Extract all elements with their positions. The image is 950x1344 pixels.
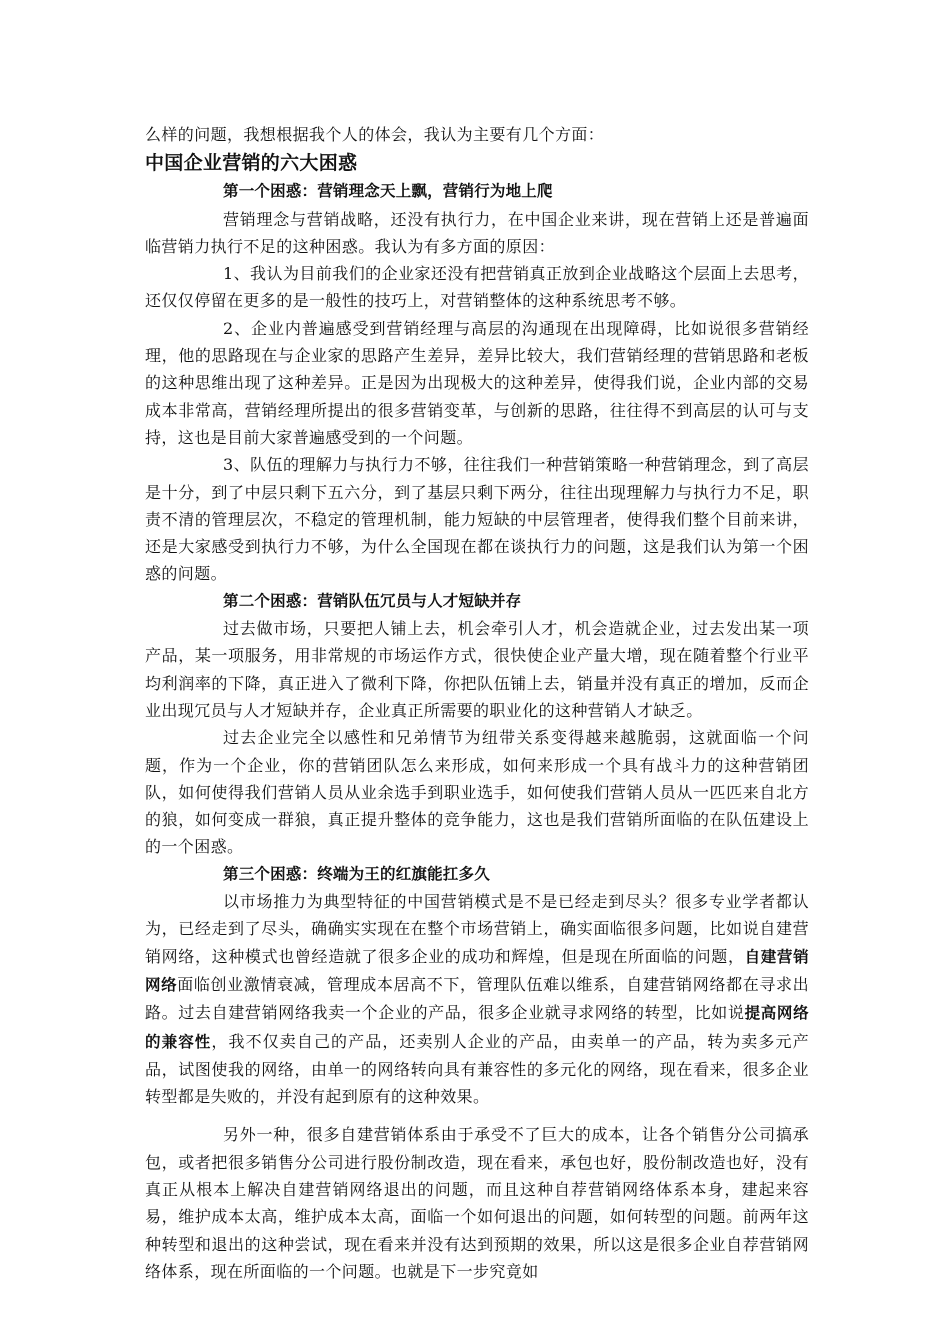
section-3-paragraph-1 [145, 888, 809, 1110]
emphasis-text: 提高网络的兼容性 [145, 1004, 809, 1051]
paragraph-text: 面临创业激情衰减，管理成本居高不下，管理队伍难以维系，自建营销网络都在寻求出路。过去自建营销网络我卖一个企业的产品，很多企业就寻求网络的转型，比如说 [145, 974, 809, 1023]
intro-line: 么样的问题，我想根据我个人的体会，我认为主要有几个方面： [145, 125, 605, 144]
section-1-point-3: 3、队伍的理解力与执行力不够，往往我们一种营销策略一种营销理念，到了高层是十分，到了中层只剩下五六分，到了基层只剩下两分，往往出现理解力与执行力不足，职责不清的管理层次，不稳定的管理机制，能力短缺的中层管理者，使得我们整个目前来讲，还是大家感受到执行力不够，为什么全国现在都在谈执行力的问题，这是我们认为第一个困惑的问题。 [145, 455, 809, 584]
section-1-paragraph: 营销理念与营销战略，还没有执行力，在中国企业来讲，现在营销上还是普遍面临营销力执行不足的这种困惑。我认为有多方面的原因： [145, 209, 809, 256]
paragraph-text: ，我不仅卖自己的产品，还卖别人企业的产品，由卖单一的产品，转为卖多元产品，试图使我的网络，由单一的网络转向具有兼容性的多元化的网络，现在看来，很多企业转型都是失败的，并没有起到原有的这种效果。 [145, 1031, 809, 1107]
section-3-heading: 第三个困惑：终端为王的红旗能扛多久 [223, 864, 490, 883]
section-1-heading: 第一个困惑：营销理念天上飘，营销行为地上爬 [223, 182, 553, 201]
section-1-point-2: 2、企业内普遍感受到营销经理与高层的沟通现在出现障碍，比如说很多营销经理，他的思路现在与企业家的思路产生差异，差异比较大，我们营销经理的营销思路和老板的这种思维出现了这种差异。正是因为出现极大的这种差异，使得我们说，企业内部的交易成本非常高，营销经理所提出的很多营销变革，与创新的思路，往往得不到高层的认可与支持，这也是目前大家普遍感受到的一个问题。 [145, 318, 809, 447]
paragraph-text: 以市场推力为典型特征的中国营销模式是不是已经走到尽头？很多专业学者都认为，已经走到了尽头，确确实实现在在整个市场营销上，确实面临很多问题，比如说自建营销网络，这种模式也曾经造就了很多企业的成功和辉煌，但是现在所面临的问题， [145, 892, 809, 966]
emphasis-text: 自建营销网络 [145, 947, 809, 994]
document-body [145, 121, 809, 1285]
main-title: 中国企业营销的六大困惑 [145, 152, 358, 175]
section-1-point-1: 1、我认为目前我们的企业家还没有把营销真正放到企业战略这个层面上去思考，还仅仅停留在更多的是一般性的技巧上，对营销整体的这种系统思考不够。 [145, 264, 809, 311]
section-3-paragraph-2: 另外一种，很多自建营销体系由于承受不了巨大的成本，让各个销售分公司搞承包，或者把很多销售分公司进行股份制改造，现在看来，承包也好，股份制改造也好，没有真正从根本上解决自建营销网络退出的问题，而且这种自荐营销网络体系本身，建起来容易，维护成本太高，维护成本太高，面临一个如何退出的问题，如何转型的问题。前两年这种转型和退出的这种尝试，现在看来并没有达到预期的效果，所以这是很多企业自荐营销网络体系，现在所面临的一个问题。也就是下一步究竟如 [145, 1125, 809, 1281]
section-2-paragraph-1: 过去做市场，只要把人铺上去，机会牵引人才，机会造就企业，过去发出某一项产品，某一项服务，用非常规的市场运作方式，很快使企业产量大增，现在随着整个行业平均利润率的下降，真正进入了微利下降，你把队伍铺上去，销量并没有真正的增加，反而企业出现冗员与人才短缺并存，企业真正所需要的职业化的这种营销人才缺乏。 [145, 619, 809, 720]
section-2-paragraph-2: 过去企业完全以感性和兄弟情节为纽带关系变得越来越脆弱，这就面临一个问题，作为一个企业，你的营销团队怎么来形成，如何来形成一个具有战斗力的这种营销团队，如何使得我们营销人员从业余选手到职业选手，如何使我们营销人员从一匹匹来自北方的狼，如何变成一群狼，真正提升整体的竞争能力，这也是我们营销所面临的在队伍建设上的一个困惑。 [145, 728, 809, 857]
section-2-heading: 第二个困惑：营销队伍冗员与人才短缺并存 [223, 591, 522, 610]
